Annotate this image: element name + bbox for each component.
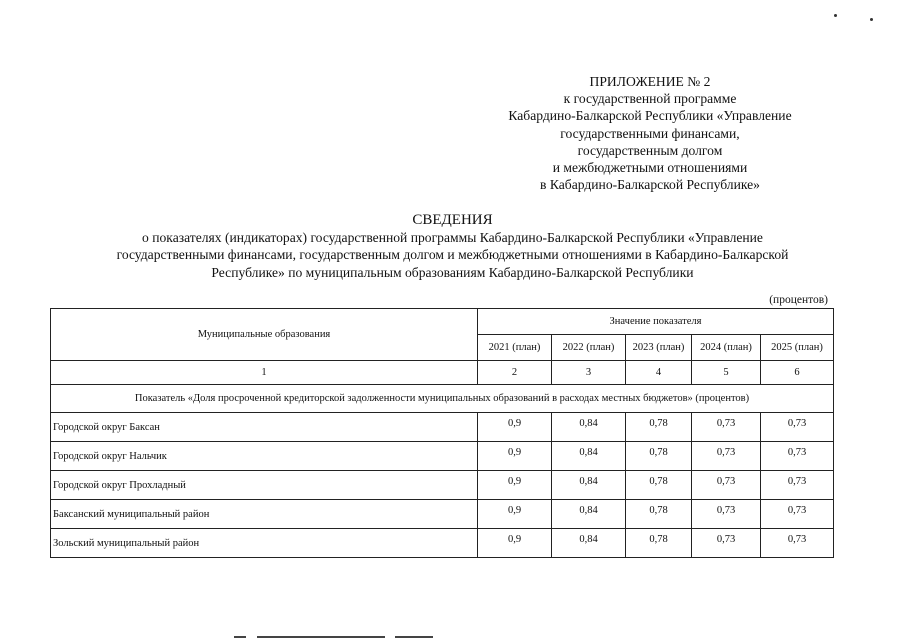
- subtitle-line: о показателях (индикаторах) государственной программы Кабардино-Балкарской Республики «Управление: [142, 230, 763, 245]
- header-year: 2024 (план): [692, 335, 761, 361]
- appendix-title: ПРИЛОЖЕНИЕ № 2: [589, 74, 711, 89]
- appendix-line: государственным долгом: [577, 142, 723, 158]
- value-cell: 0,9: [478, 500, 552, 529]
- value-cell: 0,78: [626, 500, 692, 529]
- column-numbers-row: [51, 361, 834, 385]
- indicator-table: [50, 308, 834, 558]
- appendix-line: Кабардино-Балкарской Республики «Управление: [508, 108, 792, 124]
- indicator-row: [51, 385, 834, 413]
- appendix-line: и межбюджетными отношениями: [552, 160, 748, 176]
- document-title: СВЕДЕНИЯ: [412, 212, 493, 228]
- value-cell: 0,73: [692, 413, 761, 442]
- header-year: 2023 (план): [626, 335, 692, 361]
- table-header-row: [51, 309, 834, 335]
- appendix-block: [470, 73, 830, 193]
- indicator-label: Показатель «Доля просроченной кредиторской задолженности муниципальных образований в расходах местных бюджетов» (процентов): [51, 385, 834, 413]
- value-cell: 0,9: [478, 529, 552, 558]
- header-year: 2025 (план): [761, 335, 834, 361]
- appendix-line: государственными финансами,: [560, 125, 740, 141]
- header-year: 2021 (план): [478, 335, 552, 361]
- value-cell: 0,78: [626, 413, 692, 442]
- column-number: 6: [761, 361, 834, 385]
- value-cell: 0,73: [692, 500, 761, 529]
- header-year: 2022 (план): [552, 335, 626, 361]
- table-row: [51, 413, 834, 442]
- municipality-name: Городской округ Прохладный: [51, 471, 478, 500]
- value-cell: 0,78: [626, 529, 692, 558]
- table-row: [51, 529, 834, 558]
- value-cell: 0,73: [761, 500, 834, 529]
- value-cell: 0,73: [692, 471, 761, 500]
- value-cell: 0,78: [626, 471, 692, 500]
- value-cell: 0,84: [552, 442, 626, 471]
- table-row: [51, 471, 834, 500]
- scan-mark: [257, 636, 385, 638]
- value-cell: 0,9: [478, 413, 552, 442]
- value-cell: 0,84: [552, 413, 626, 442]
- column-number: 3: [552, 361, 626, 385]
- column-number: 2: [478, 361, 552, 385]
- value-cell: 0,73: [692, 442, 761, 471]
- municipality-name: Зольский муниципальный район: [51, 529, 478, 558]
- appendix-line: в Кабардино-Балкарской Республике»: [540, 177, 760, 193]
- column-number: 4: [626, 361, 692, 385]
- municipality-name: Баксанский муниципальный район: [51, 500, 478, 529]
- municipality-name: Городской округ Баксан: [51, 413, 478, 442]
- municipality-name: Городской округ Нальчик: [51, 442, 478, 471]
- value-cell: 0,73: [692, 529, 761, 558]
- document-subtitle: [40, 229, 865, 281]
- table-row: [51, 442, 834, 471]
- column-number: 5: [692, 361, 761, 385]
- header-municipality: Муниципальные образования: [51, 309, 478, 361]
- value-cell: 0,73: [761, 529, 834, 558]
- scan-speck: [870, 18, 873, 21]
- value-cell: 0,78: [626, 442, 692, 471]
- scan-mark: [234, 636, 246, 638]
- scan-mark: [395, 636, 433, 638]
- table-row: [51, 500, 834, 529]
- appendix-line: к государственной программе: [563, 91, 737, 107]
- value-cell: 0,9: [478, 471, 552, 500]
- column-number: 1: [51, 361, 478, 385]
- document-heading: [40, 211, 865, 281]
- subtitle-line: государственными финансами, государственным долгом и межбюджетными отношениями в Кабардино-Балкарской: [116, 247, 789, 263]
- value-cell: 0,73: [761, 442, 834, 471]
- value-cell: 0,84: [552, 471, 626, 500]
- value-cell: 0,9: [478, 442, 552, 471]
- scan-speck: [834, 14, 837, 17]
- value-cell: 0,73: [761, 471, 834, 500]
- value-cell: 0,84: [552, 529, 626, 558]
- units-note: (процентов): [769, 294, 828, 306]
- header-value-group: Значение показателя: [478, 309, 834, 335]
- value-cell: 0,84: [552, 500, 626, 529]
- subtitle-line: Республике» по муниципальным образованиям Кабардино-Балкарской Республики: [211, 264, 694, 280]
- value-cell: 0,73: [761, 413, 834, 442]
